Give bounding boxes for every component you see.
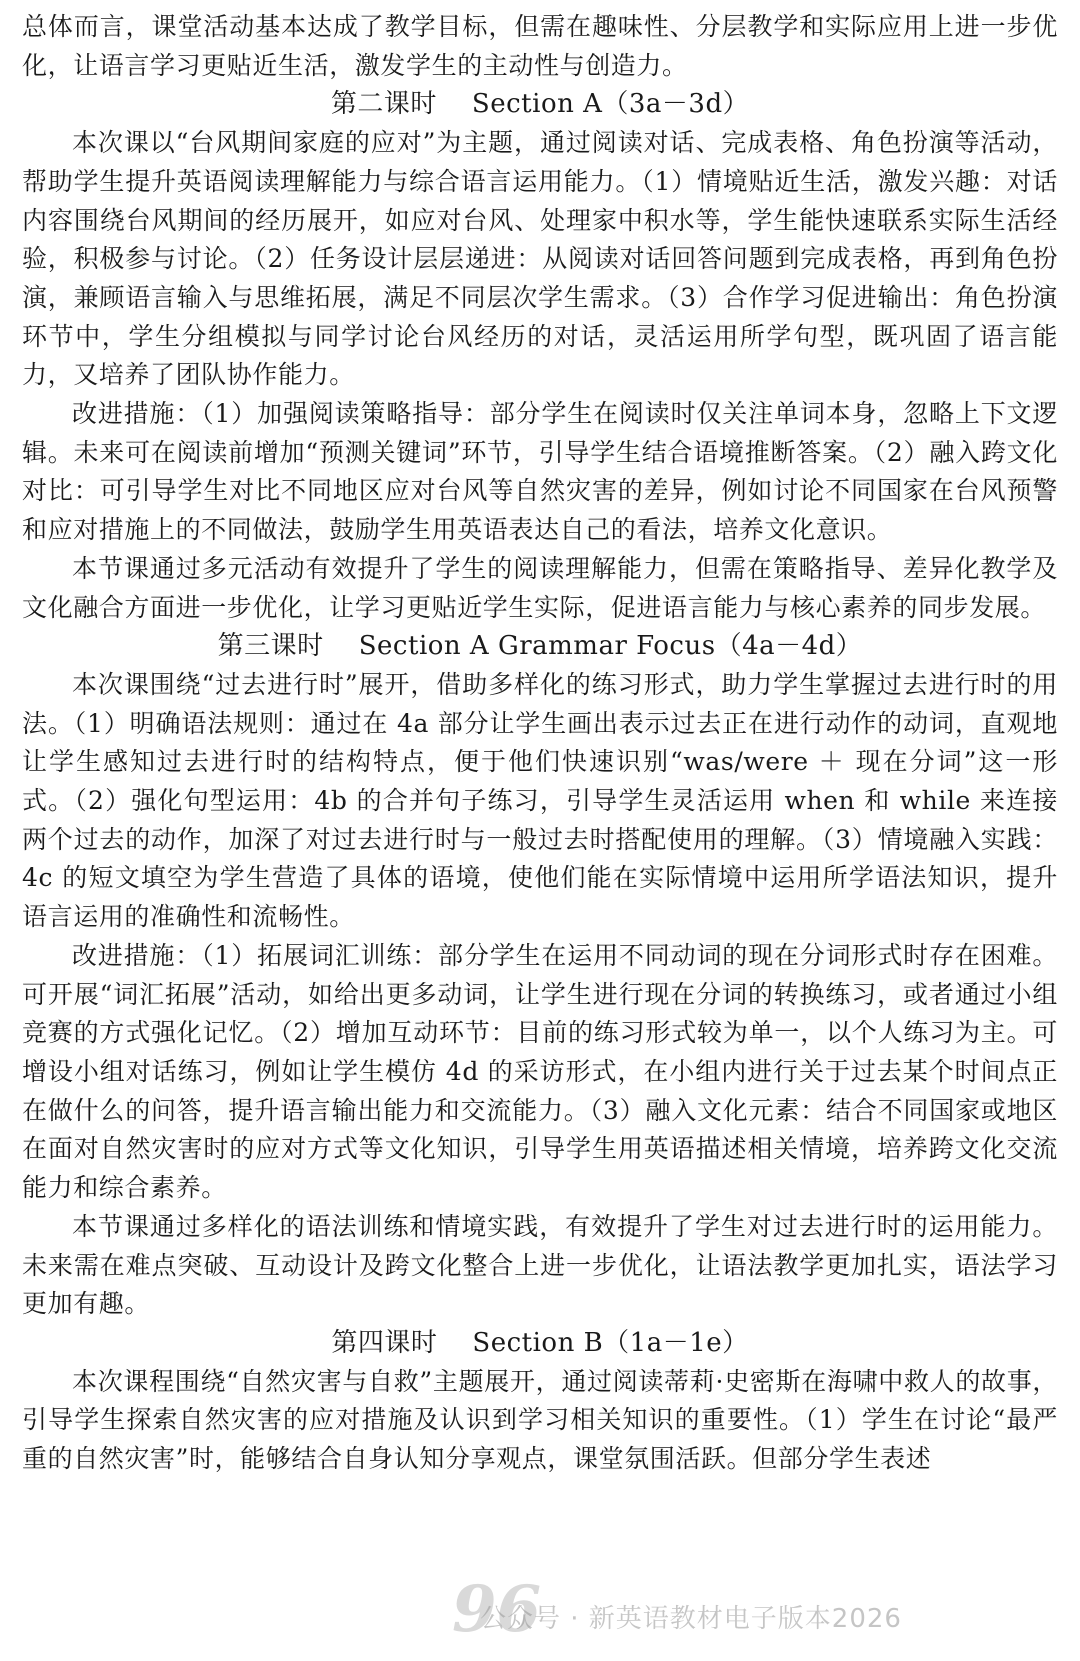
watermark-number: 96	[452, 1572, 542, 1647]
heading-lesson3: 第三课时 Section A Grammar Focus（4a－4d）	[217, 631, 863, 662]
watermark-text: 公众号 · 新英语教材电子版本2026	[480, 1604, 902, 1634]
heading-lesson4: 第四课时 Section B（1a－1e）	[331, 1327, 749, 1358]
paragraph-lesson3-overview: 本次课围绕“过去进行时”展开，借助多样化的练习形式，助力学生掌握过去进行时的用法。（1）明确语法规则：通过在 4a 部分让学生画出表示过去正在进行动作的动词，直观地让学生感知过去进行时的结构特点，便于他们快速识别“was/were ＋ 现在分词”这一形式。（2）强化句型运用：4b 的合并句子练习，引导学生灵活运用 when 和 while 来连接两个过去的动作，加深了对过去进行时与一般过去时搭配使用的理解。（3）情境融入实践：4c 的短文填空为学生营造了具体的语境，使他们能在实际情境中运用所学语法知识，提升语言运用的准确性和流畅性。	[22, 669, 1058, 932]
paragraph-lesson2-summary: 本节课通过多元活动有效提升了学生的阅读理解能力，但需在策略指导、差异化教学及文化融合方面进一步优化，让学习更贴近学生实际，促进语言能力与核心素养的同步发展。	[22, 553, 1058, 622]
paragraph-lesson2-improvements: 改进措施：（1）加强阅读策略指导：部分学生在阅读时仅关注单词本身，忽略上下文逻辑。未来可在阅读前增加“预测关键词”环节，引导学生结合语境推断答案。（2）融入跨文化对比：可引导学生对比不同地区应对台风等自然灾害的差异，例如讨论不同国家在台风预警和应对措施上的不同做法，鼓励学生用英语表达自己的看法，培养文化意识。	[22, 399, 1058, 545]
document-page	[22, 8, 1058, 1479]
paragraph-lesson2-overview: 本次课以“台风期间家庭的应对”为主题，通过阅读对话、完成表格、角色扮演等活动，帮助学生提升英语阅读理解能力与综合语言运用能力。（1）情境贴近生活，激发兴趣：对话内容围绕台风期间的经历展开，如应对台风、处理家中积水等，学生能快速联系实际生活经验，积极参与讨论。（2）任务设计层层递进：从阅读对话回答问题到完成表格，再到角色扮演，兼顾语言输入与思维拓展，满足不同层次学生需求。（3）合作学习促进输出：角色扮演环节中，学生分组模拟与同学讨论台风经历的对话，灵活运用所学句型，既巩固了语言能力，又培养了团队协作能力。	[22, 128, 1058, 390]
paragraph-lesson4-overview: 本次课程围绕“自然灾害与自救”主题展开，通过阅读蒂莉·史密斯在海啸中救人的故事，引导学生探索自然灾害的应对措施及认识到学习相关知识的重要性。（1）学生在讨论“最严重的自然灾害”时，能够结合自身认知分享观点，课堂氛围活跃。但部分学生表述	[22, 1366, 1058, 1474]
paragraph-lesson3-improvements: 改进措施：（1）拓展词汇训练：部分学生在运用不同动词的现在分词形式时存在困难。可开展“词汇拓展”活动，如给出更多动词，让学生进行现在分词的转换练习，或者通过小组竞赛的方式强化记忆。（2）增加互动环节：目前的练习形式较为单一，以个人练习为主。可增设小组对话练习，例如让学生模仿 4d 的采访形式，在小组内进行关于过去某个时间点正在做什么的问答，提升语言输出能力和交流能力。（3）融入文化元素：结合不同国家或地区在面对自然灾害时的应对方式等文化知识，引导学生用英语描述相关情境，培养跨文化交流能力和综合素养。	[22, 940, 1058, 1203]
paragraph-lesson3-summary: 本节课通过多样化的语法训练和情境实践，有效提升了学生对过去进行时的运用能力。未来需在难点突破、互动设计及跨文化整合上进一步优化，让语法教学更加扎实，语法学习更加有趣。	[22, 1211, 1058, 1319]
paragraph-summary-lesson1: 总体而言，课堂活动基本达成了教学目标，但需在趣味性、分层教学和实际应用上进一步优化，让语言学习更贴近生活，激发学生的主动性与创造力。	[22, 12, 1058, 80]
heading-lesson2: 第二课时 Section A（3a－3d）	[330, 89, 750, 120]
